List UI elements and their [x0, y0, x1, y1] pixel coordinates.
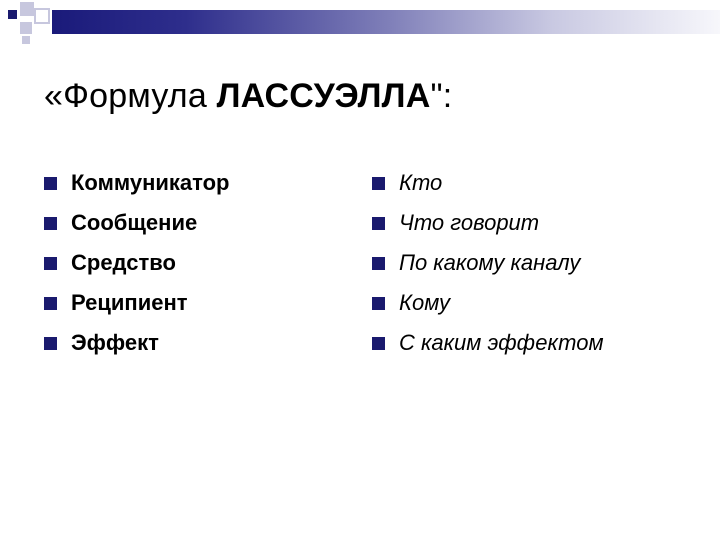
list-item: [44, 203, 344, 243]
square-bullet-icon: [372, 337, 385, 350]
square-bullet-icon: [44, 257, 57, 270]
left-bullet-list: [44, 163, 344, 363]
square-bullet-icon: [372, 257, 385, 270]
square-decoration: [34, 8, 50, 24]
list-item-text: Средство: [71, 250, 176, 275]
list-item-text: Эффект: [71, 330, 159, 355]
square-decoration: [8, 10, 17, 19]
list-item: [44, 243, 344, 283]
list-item: [372, 323, 702, 363]
list-item-text: Сообщение: [71, 210, 198, 235]
square-bullet-icon: [372, 217, 385, 230]
square-decoration: [22, 36, 30, 44]
list-item-text: Коммуникатор: [71, 170, 230, 195]
title-suffix: ":: [430, 77, 453, 115]
list-item: [44, 283, 344, 323]
slide-title: [44, 74, 452, 118]
list-item: [372, 243, 702, 283]
square-bullet-icon: [44, 217, 57, 230]
list-item-text: Кому: [399, 290, 451, 315]
list-item: [372, 163, 702, 203]
header-gradient-bar: [52, 10, 720, 34]
list-item: [372, 203, 702, 243]
square-bullet-icon: [372, 177, 385, 190]
list-item-text: С каким эффектом: [399, 330, 604, 355]
square-bullet-icon: [372, 297, 385, 310]
decorative-squares: [0, 0, 60, 60]
right-bullet-list: [372, 163, 702, 363]
list-item-text: Что говорит: [399, 210, 540, 235]
square-bullet-icon: [44, 337, 57, 350]
list-item: [372, 283, 702, 323]
square-decoration: [20, 22, 32, 34]
list-item-text: Кто: [399, 170, 443, 195]
title-prefix: «Формула: [44, 77, 217, 115]
list-item-text: Реципиент: [71, 290, 188, 315]
square-decoration: [20, 2, 34, 16]
square-bullet-icon: [44, 297, 57, 310]
list-item-text: По какому каналу: [399, 250, 581, 275]
title-bold: ЛАССУЭЛЛА: [216, 77, 431, 115]
list-item: [44, 163, 344, 203]
list-item: [44, 323, 344, 363]
square-bullet-icon: [44, 177, 57, 190]
